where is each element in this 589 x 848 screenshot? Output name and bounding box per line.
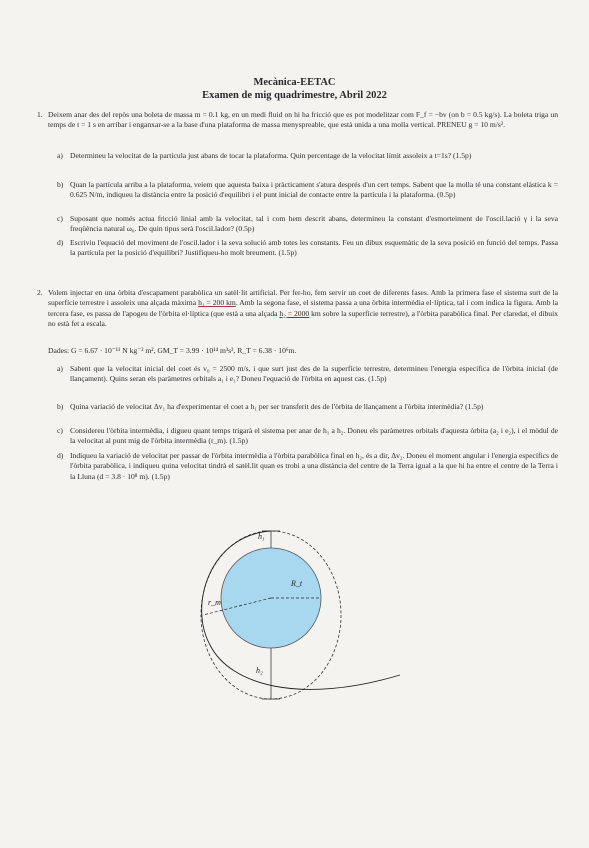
question-2c-text: Considereu l'òrbita intermèdia, i digueu quant temps trigarà el sistema per anar de h₁ a h₂. Doneu els paràmetres orbitals d'aquesta òrbita (a₂ i e₂), i el mòdul de la velocitat al punt mig de l'òrbita intermèdia (r_m). (1.5p) [70, 426, 558, 446]
question-2-data: Dades: G = 6.67 · 10⁻¹¹ N kg⁻² m², GM_T = 3.99 · 10¹⁴ m³s², R_T = 6.38 · 10⁶m. [48, 346, 297, 355]
question-2d-label: d) [57, 451, 64, 460]
question-1d-text: Escriviu l'equació del moviment de l'oscil.lador i la seva solució amb totes les constants. Feu un dibux esquemàtic de la seva posició en funció del temps. Passa la partícula per la posició d'equilibri? Justifiqueu-ho molt breument. (1.5p) [70, 238, 558, 258]
question-2d-text: Indiqueu la variació de velocitat per passar de l'òrbita intermèdia a l'òrbita parabòlica final en h₂, és a dir, Δv₂. Doneu el moment angular i l'energia específics de l'òrbita parabòlica, i indiqueu quina velocitat tindrà el satèl.lit quan es trobi a una distància del centre de la Terra igual a la que hi ha entre el centre de la Terra i la Lluna (d = 3.8 · 10⁸ m). (1.5p) [70, 451, 558, 481]
question-1b-label: b) [57, 180, 64, 189]
rt-label: R_t [291, 579, 303, 588]
question-1-text: Deixem anar des del repòs una boleta de massa m = 0.1 kg, en un medi fluid on hi ha fricció que es pot modelitzar com F_f = −bv (on b = 0.5 kg/s). La boleta triga un temps de t = 1 s en arribar i enganxar-se a la base d'una plataforma de massa menyspreable, que està unida a una molla vertical. PRENEU g = 10 m/s². [48, 110, 558, 130]
exam-title: Examen de mig quadrimestre, Abril 2022 [202, 90, 387, 101]
h1-label: h₁ [258, 532, 265, 541]
question-2-text [48, 288, 558, 330]
question-2a-label: a) [57, 364, 63, 373]
question-1d-label: d) [57, 238, 64, 247]
h1-value: h₁ = 200 km [198, 298, 236, 308]
h2-value: h₂ = 2000 [279, 308, 310, 318]
question-2-text-part3: km sobre la superfície terrestre), a l'òrbita parabòlica final. Per claredat, el dibuix no està fet a escala. [48, 308, 558, 329]
question-2b-text: Quina variació de velocitat Δv₁ ha d'experimentar el coet a h₁ per ser transferit des de l'òrbita de llançament a l'òrbita intermèdia? (1.5p) [70, 402, 484, 411]
h2-label: h₂ [256, 666, 263, 675]
question-1b-text: Quan la partícula arriba a la plataforma, veiem que aquesta baixa i pràcticament s'atura després d'un cert temps. Sabent que la molla té una constant elàstica k = 0.625 N/m, indiqueu la distància entre la posició d'equilibri i el punt inicial de contacte entre la partícula i la plataforma. (0.5p) [70, 180, 558, 200]
question-1a-text: Determineu la velocitat de la partícula just abans de tocar la plataforma. Quin percentage de la velocitat límit assoleix a t=1s? (1.5p) [70, 151, 472, 160]
orbit-figure [170, 515, 430, 715]
rm-label: r_m [208, 598, 221, 607]
question-2-number: 2. [37, 288, 43, 297]
question-2-text-part1: Volem injectar en una òrbita d'escapament parabòlica un satèl·lit artificial. Per fer-ho, fem servir un coet de diferents fases. Amb la primera fase el sistema surt de la superfície terrestre i assoleix una alçada màxima [48, 288, 558, 308]
question-1c-label: c) [57, 214, 63, 223]
question-2b-label: b) [57, 402, 64, 411]
question-1a-label: a) [57, 151, 63, 160]
course-title: Mecànica-EETAC [253, 77, 336, 88]
question-1c-text: Suposant que només actua fricció linial amb la velocitat, tal i com hem descrit abans, determineu la constant d'esmorteiment de l'oscil.lació γ i la seva freqüència natural ω₀. De quin tipus serà l'oscil.lador? (0.5p) [70, 214, 558, 234]
question-2c-label: c) [57, 426, 63, 435]
question-2-text-part2: . Amb la segona fase, el sistema passa a una òrbita intermèdia el·líptica, tal i com indica la figura. Amb la tercera fase, es passa de l'apogeu de l'òrbita el·líptica (que està a una alçada [48, 298, 558, 318]
question-2a-text: Sabent que la velocitat inicial del coet és v₀ = 2500 m/s, i que surt just des de la superfície terrestre, determineu l'energia específica de l'òrbita inicial (de llançament). Quins seran els paràmetres orbitals a₁ i e₁? Doneu l'equació de l'òrbita en aquest cas. (1.5p) [70, 364, 558, 384]
question-1-number: 1. [37, 110, 43, 119]
